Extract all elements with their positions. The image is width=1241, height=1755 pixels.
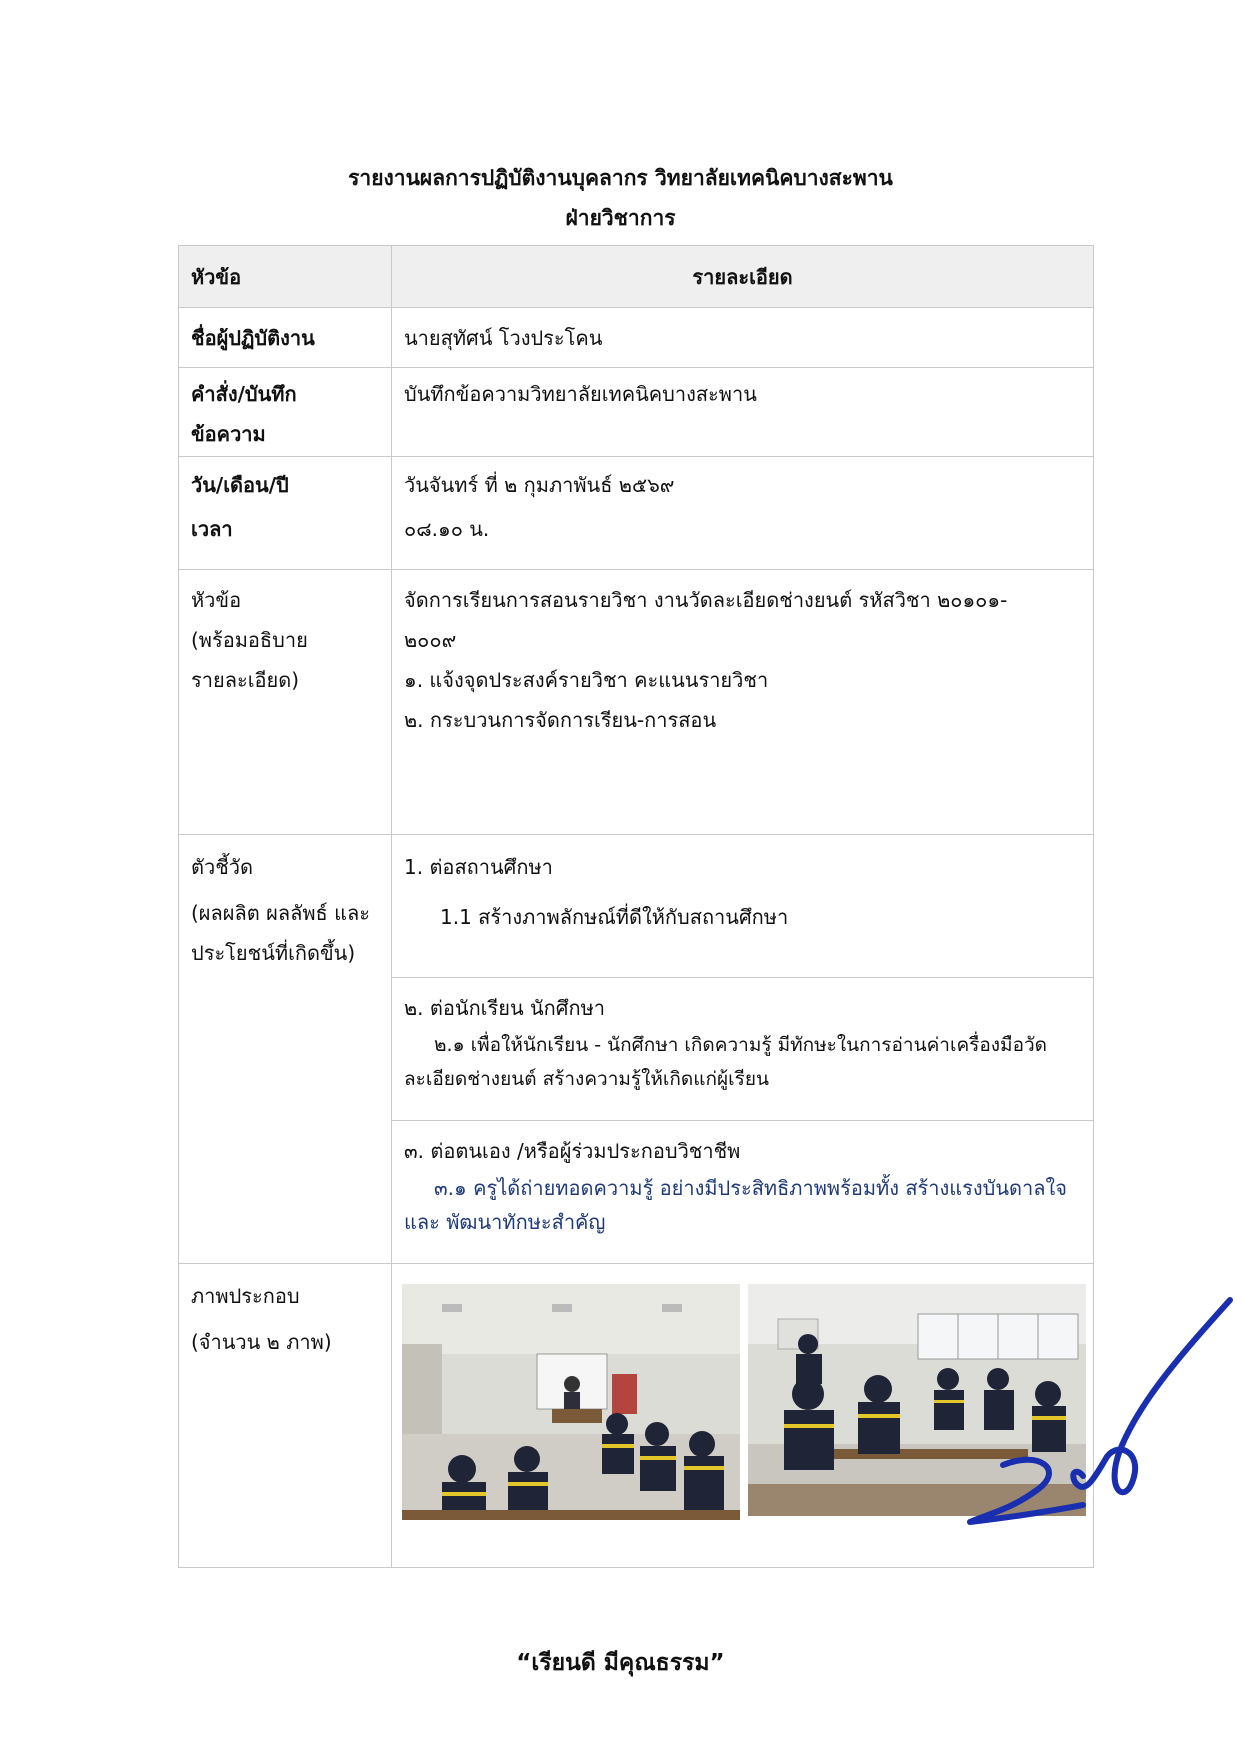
date-label: วัน/เดือน/ปี — [191, 473, 289, 497]
order-label-line1: คำสั่ง/บันทึก — [191, 382, 297, 406]
indicator-label: ตัวชี้วัด — [191, 855, 254, 879]
indicator-2-title: ๒. ต่อนักเรียน นักศึกษา — [404, 996, 606, 1020]
performer-label: ชื่อผู้ปฏิบัติงาน — [179, 308, 392, 368]
table-row — [179, 1264, 1094, 1568]
table-row — [179, 570, 1094, 835]
table-row — [179, 308, 1094, 368]
classroom-photo-1 — [402, 1284, 740, 1520]
performer-name: นายสุทัศน์ โวงประโคน — [392, 308, 1094, 368]
topic-line1: จัดการเรียนการสอนรายวิชา งานวัดละเอียดช่างยนต์ รหัสวิชา ๒๐๑๐๑- — [404, 588, 1008, 612]
indicator-sub-line2: ประโยชน์ที่เกิดขึ้น) — [191, 941, 356, 965]
table-row — [179, 368, 1094, 457]
report-table — [178, 245, 1094, 1568]
topic-line2: ๒๐๐๙ — [404, 628, 457, 652]
order-value: บันทึกข้อความวิทยาลัยเทคนิคบางสะพาน — [404, 382, 757, 406]
footer-motto: “เรียนดี มีคุณธรรม” — [516, 1650, 725, 1676]
topic-sub-line1: (พร้อมอธิบาย — [191, 628, 308, 652]
order-label-line2: ข้อความ — [191, 422, 266, 446]
topic-item1: ๑. แจ้งจุดประสงค์รายวิชา คะแนนรายวิชา — [404, 668, 769, 692]
photo-label: ภาพประกอบ — [191, 1284, 300, 1308]
date-value: วันจันทร์ ที่ ๒ กุมภาพันธ์ ๒๕๖๙ — [404, 473, 675, 497]
time-label: เวลา — [191, 517, 233, 541]
indicator-2-item: ๒.๑ เพื่อให้นักเรียน - นักศึกษา เกิดความรู้ มีทักษะในการอ่านค่าเครื่องมือวัดละเอียดช่างยนต์ สร้างความรู้ให้เกิดแก่ผู้เรียน — [404, 1034, 1048, 1090]
table-row — [179, 457, 1094, 570]
photo-sub: (จำนวน ๒ ภาพ) — [191, 1330, 332, 1354]
time-value: ๐๘.๑๐ น. — [404, 517, 490, 541]
topic-item2: ๒. กระบวนการจัดการเรียน-การสอน — [404, 708, 717, 732]
indicator-1-item: 1.1 สร้างภาพลักษณ์ที่ดีให้กับสถานศึกษา — [440, 905, 789, 929]
topic-sub-line2: รายละเอียด) — [191, 668, 300, 692]
department-title: ฝ่ายวิชาการ — [565, 206, 676, 230]
table-header-row — [179, 246, 1094, 308]
col-topic-header: หัวข้อ — [179, 246, 392, 308]
indicator-1-title: 1. ต่อสถานศึกษา — [404, 855, 553, 879]
indicator-3-title: ๓. ต่อตนเอง /หรือผู้ร่วมประกอบวิชาชีพ — [404, 1139, 741, 1163]
report-title: รายงานผลการปฏิบัติงานบุคลากร วิทยาลัยเทคนิคบางสะพาน — [348, 166, 893, 190]
signature-mark — [965, 1290, 1235, 1674]
topic-label: หัวข้อ — [191, 588, 242, 612]
table-row — [179, 835, 1094, 978]
indicator-sub-line1: (ผลผลิต ผลลัพธ์ และ — [191, 901, 370, 925]
col-detail-header: รายละเอียด — [392, 246, 1094, 308]
indicator-3-item: ๓.๑ ครูได้ถ่ายทอดความรู้ อย่างมีประสิทธิภาพพร้อมทั้ง สร้างแรงบันดาลใจ และ พัฒนาทักษะสำคัญ — [404, 1176, 1067, 1234]
